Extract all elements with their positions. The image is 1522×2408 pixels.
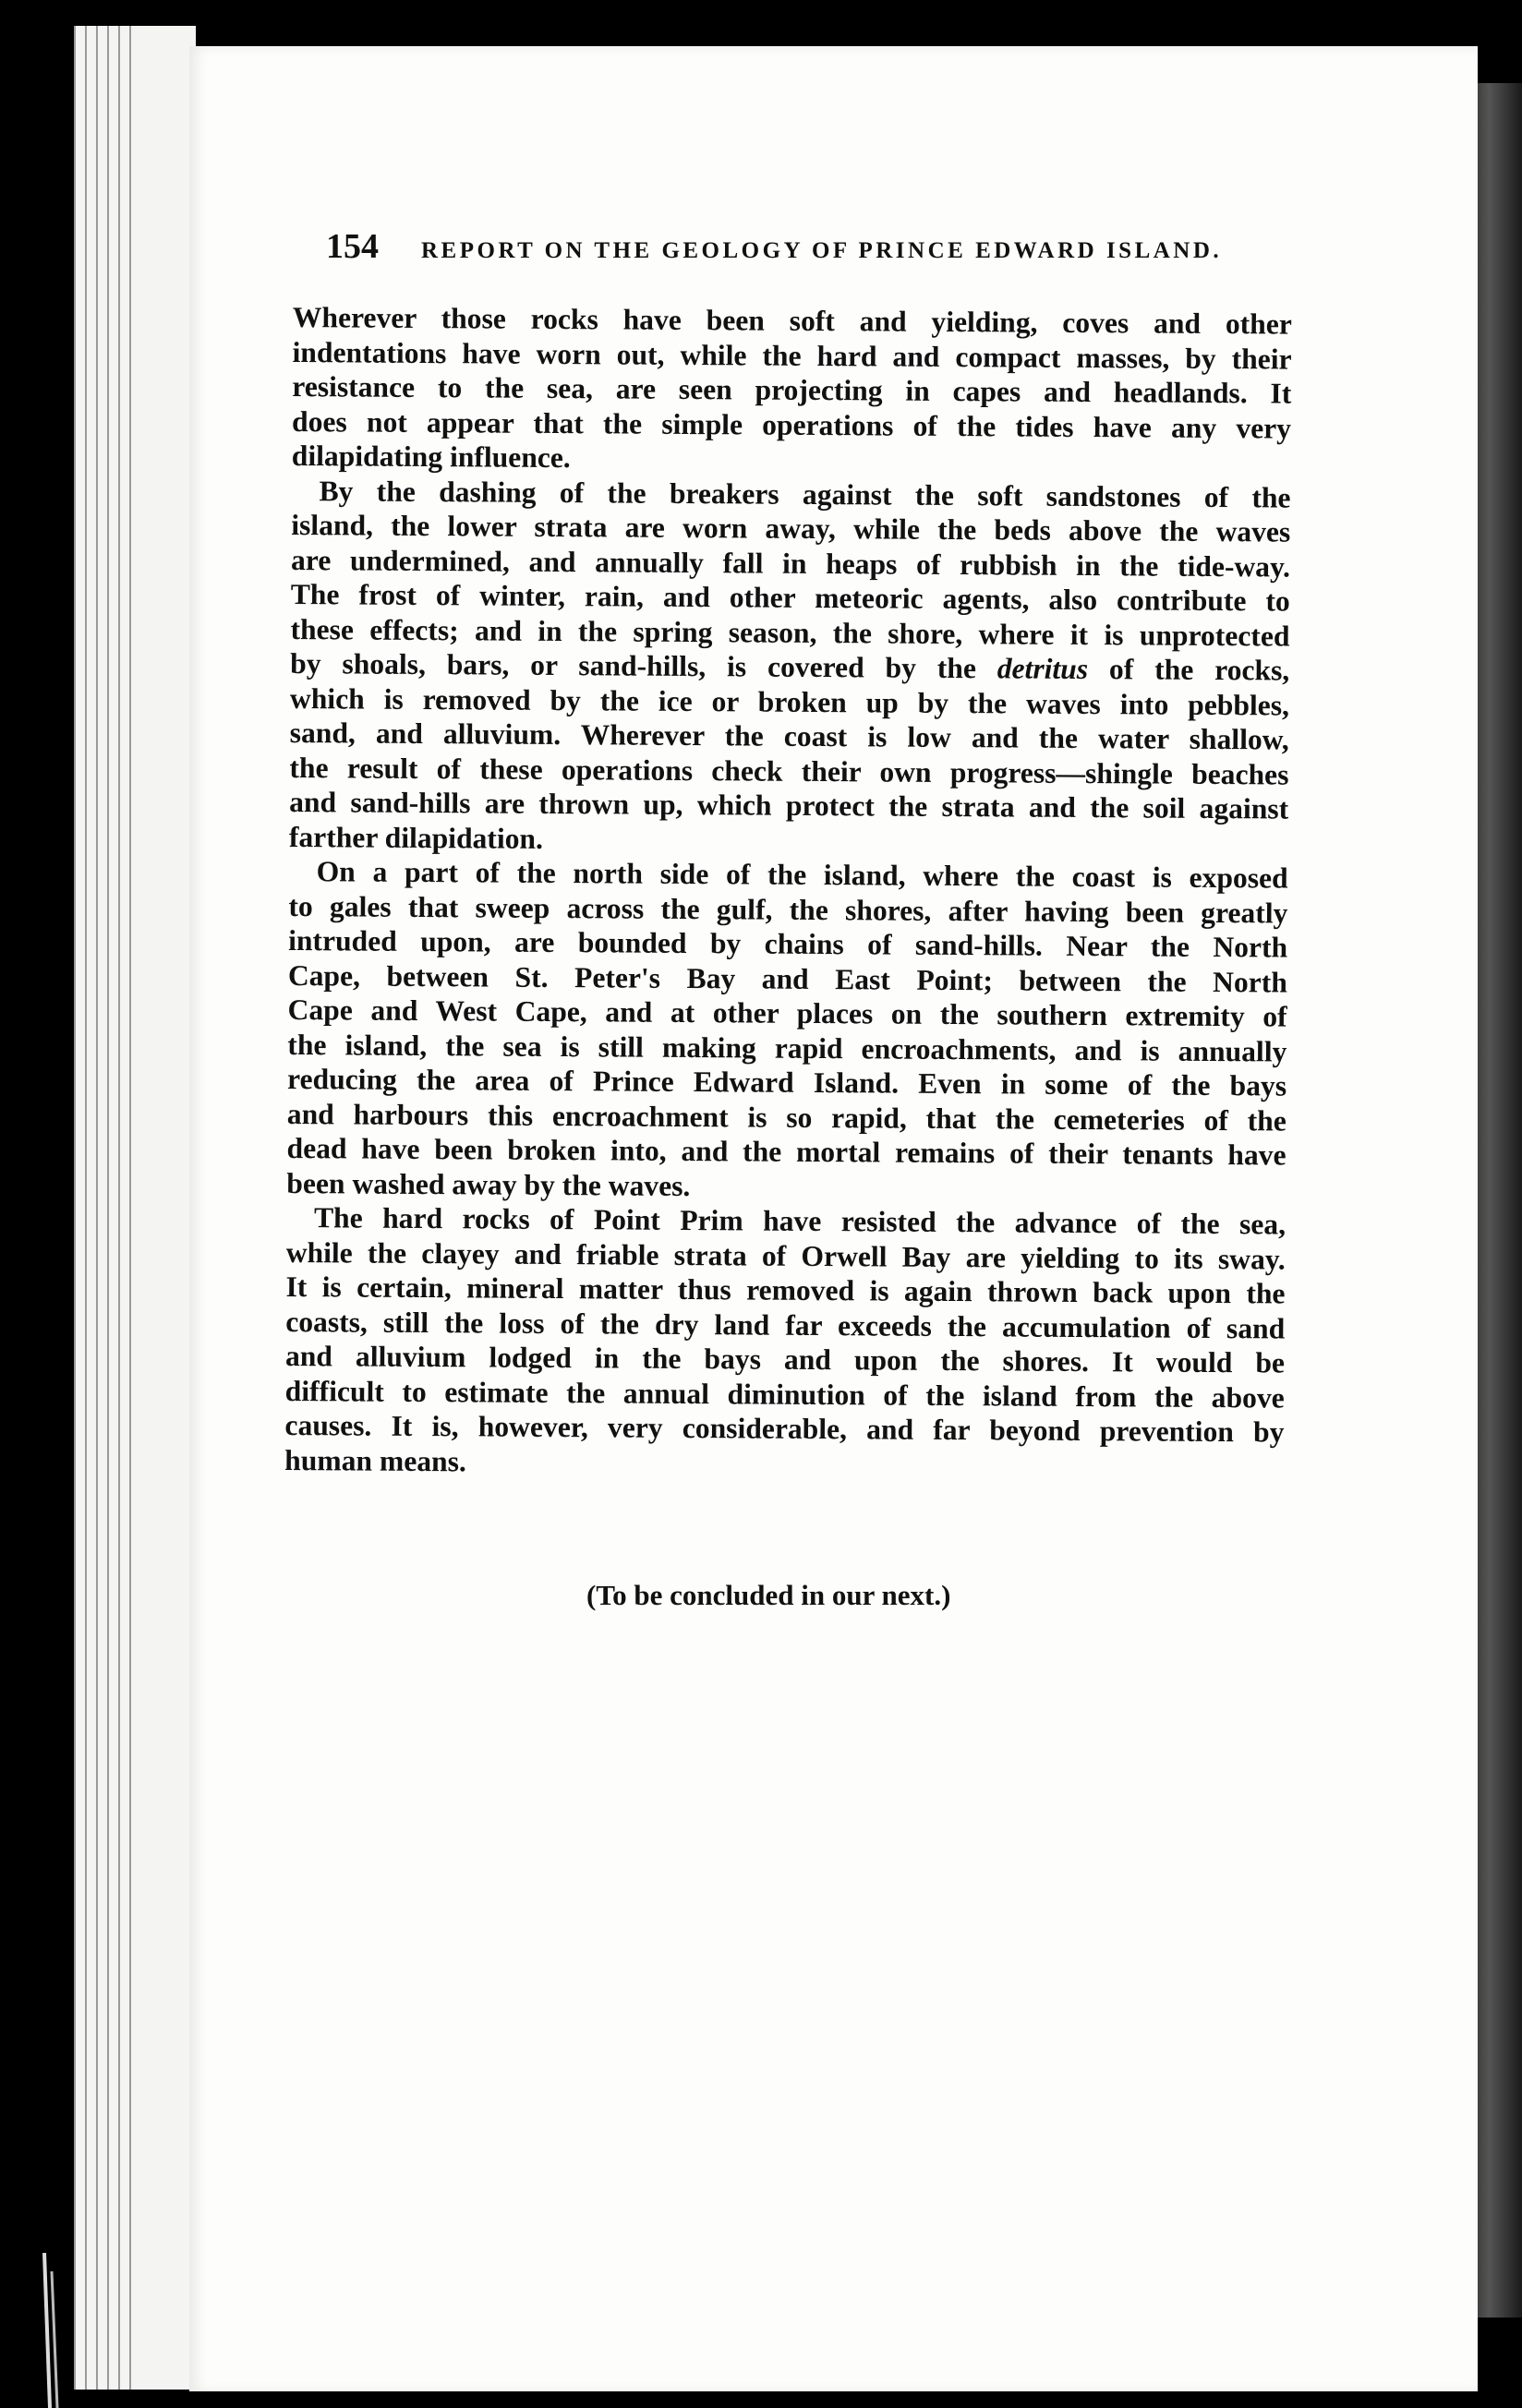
paragraph <box>289 473 1291 861</box>
text-line: dilapidating influence. <box>291 439 571 475</box>
text-line: causes. It is, however, very considerable, and far beyond prevention by <box>284 1408 1285 1449</box>
text-line: coasts, still the loss of the dry land far exceeds the accumulation of sand <box>285 1305 1286 1345</box>
text-line: and harbours this encroachment is so rapid, that the cemeteries of the <box>286 1097 1286 1138</box>
text-line: resistance to the sea, are seen projecting in capes and headlands. It <box>292 369 1292 410</box>
text-line: been washed away by the waves. <box>286 1166 691 1202</box>
text-line: indentations have worn out, while the hard and compact masses, by their <box>292 335 1292 376</box>
text-line: By the dashing of the breakers against the soft sandstones of the <box>319 474 1291 514</box>
text-line: which is removed by the ice or broken up by the waves into pebbles, <box>289 681 1290 722</box>
text-line: and alluvium lodged in the bays and upon the shores. It would be <box>284 1339 1286 1379</box>
text-line: by shoals, bars, or sand-hills, is covered by the detritus of the rocks, <box>290 646 1290 687</box>
text-line: Cape and West Cape, and at other places on the southern extremity of <box>287 993 1287 1033</box>
body-text <box>284 300 1292 1485</box>
paragraph <box>286 854 1288 1208</box>
text-line: human means. <box>284 1443 466 1477</box>
text-line: The hard rocks of Point Prim have resisted the advance of the sea, <box>313 1201 1286 1241</box>
book-page <box>189 46 1478 2391</box>
page-number: 154 <box>326 227 379 266</box>
running-head: REPORT ON THE GEOLOGY OF PRINCE EDWARD ISLAND. <box>421 238 1223 263</box>
text-line: Wherever those rocks have been soft and yielding, coves and other <box>292 300 1292 341</box>
text-line: these effects; and in the spring season, the shore, where it is unprotected <box>290 612 1290 653</box>
text-line: On a part of the north side of the island, where the coast is exposed <box>316 855 1288 895</box>
text-line: The frost of winter, rain, and other meteoric agents, also contribute to <box>290 577 1290 618</box>
text-line: Cape, between St. Peter's Bay and East Point; between the North <box>287 958 1287 999</box>
text-line: the island, the sea is still making rapid encroachments, and is annually <box>287 1028 1287 1068</box>
text-line: dead have been broken into, and the mortal remains of their tenants have <box>286 1131 1286 1172</box>
page-header <box>326 226 1286 267</box>
page-edges <box>74 26 203 2390</box>
text-line: reducing the area of Prince Edward Island. Even in some of the bays <box>286 1062 1287 1102</box>
text-line: the result of these operations check their own progress—shingle beaches <box>289 751 1289 791</box>
text-line: while the clayey and friable strata of Orwell Bay are yielding to its sway. <box>285 1235 1286 1276</box>
text-line: are undermined, and annually fall in heaps of rubbish in the tide-way. <box>290 543 1291 584</box>
text-line: does not appear that the simple operations of the tides have any very <box>291 404 1292 445</box>
text-line: intruded upon, are bounded by chains of sand-hills. Near the North <box>288 923 1288 964</box>
text-line: sand, and alluvium. Wherever the coast is low and the water shallow, <box>289 716 1289 756</box>
text-line: and sand-hills are thrown up, which protect the strata and the soil against <box>289 785 1289 825</box>
text-line: to gales that sweep across the gulf, the shores, after having been greatly <box>288 889 1288 930</box>
paragraph <box>284 1200 1286 1485</box>
text-line: island, the lower strata are worn away, while the beds above the waves <box>291 508 1291 548</box>
text-line: It is certain, mineral matter thus removed is again thrown back upon the <box>285 1270 1286 1310</box>
text-line: farther dilapidation. <box>288 820 544 855</box>
continued-note: (To be concluded in our next.) <box>586 1579 951 1611</box>
text-line: difficult to estimate the annual diminution of the island from the above <box>284 1374 1285 1415</box>
bookmark-ribbon <box>37 2253 65 2408</box>
paragraph <box>292 300 1292 480</box>
